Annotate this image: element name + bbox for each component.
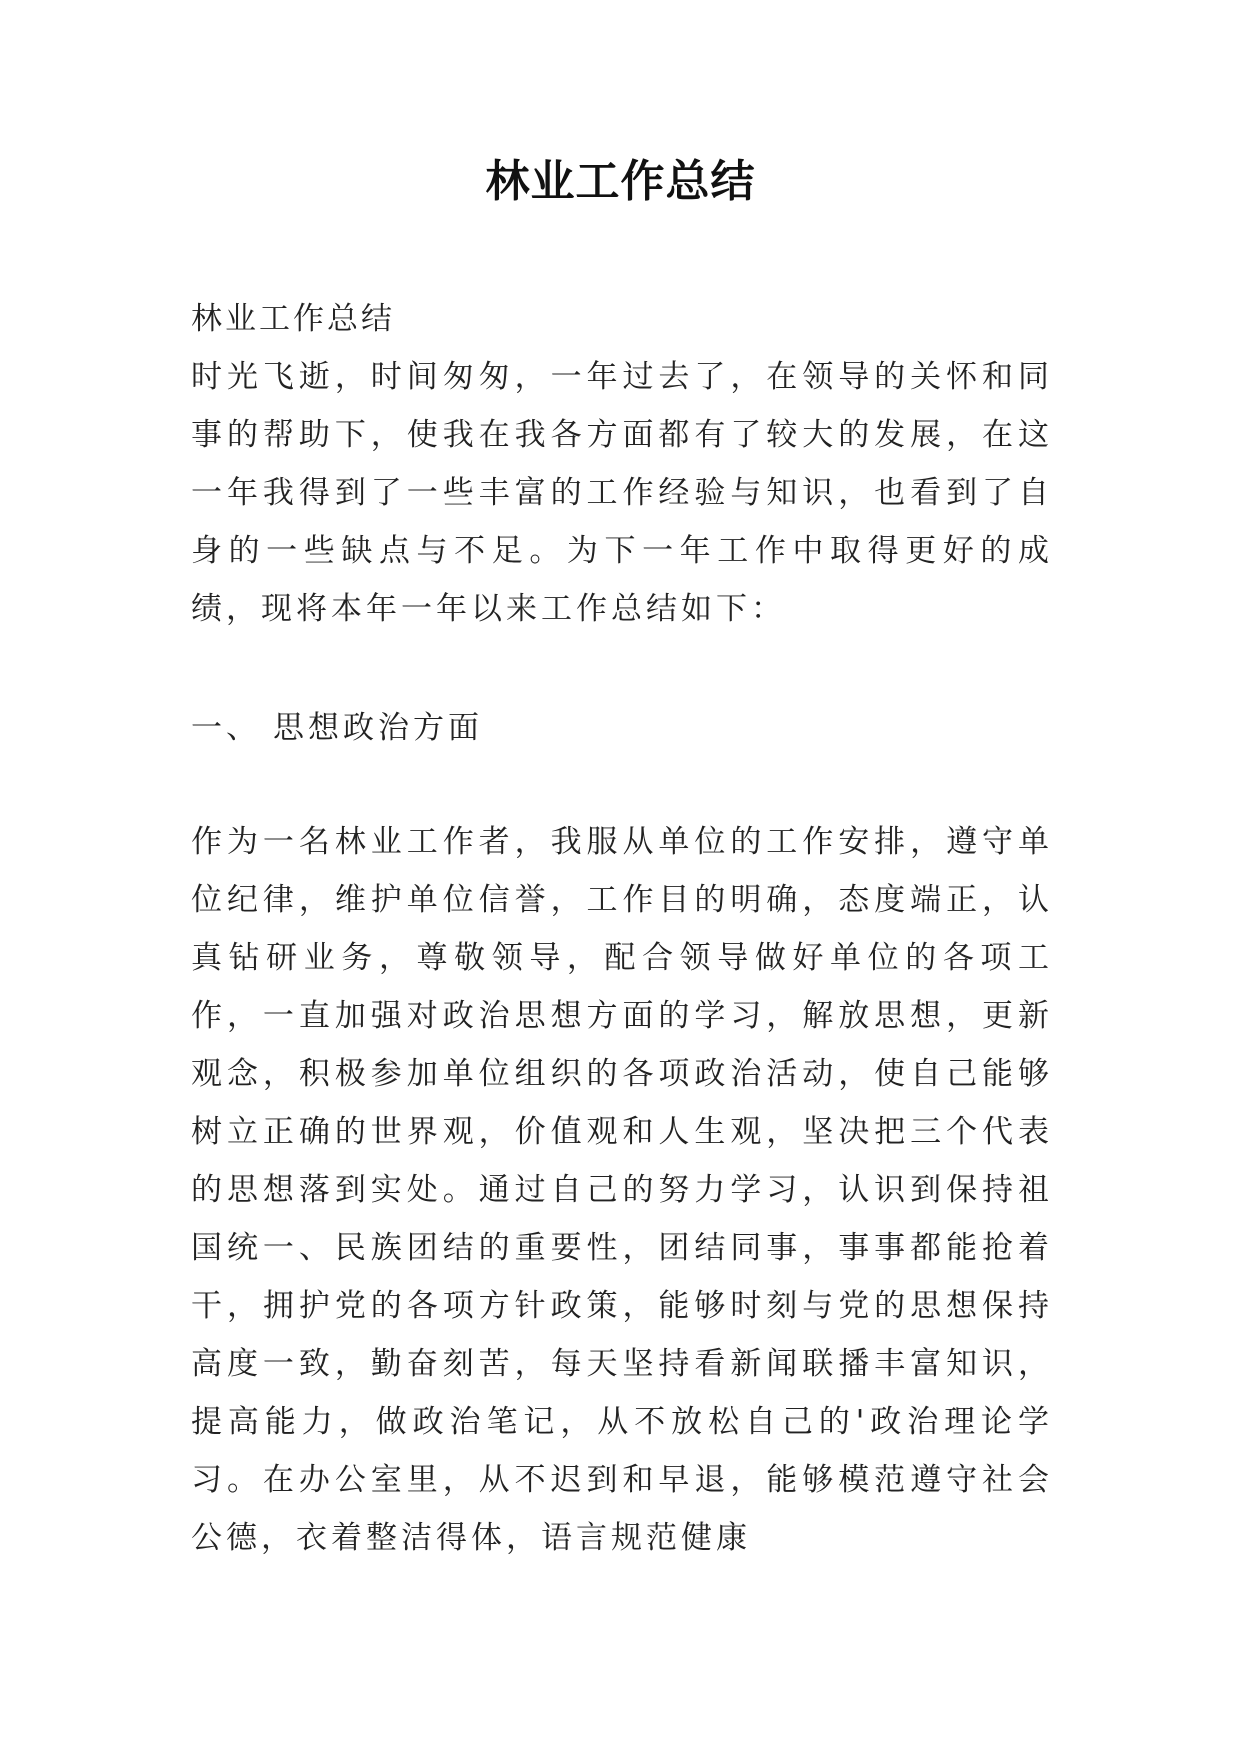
section-body-paragraph: 作为一名林业工作者，我服从单位的工作安排，遵守单位纪律，维护单位信誉，工作目的明确，态度端正，认真钻研业务，尊敬领导，配合领导做好单位的各项工作，一直加强对政治思想方面的学习，解放思想，更新观念，积极参加单位组织的各项政治活动，使自己能够树立正确的世界观，价值观和人生观，坚决把三个代表的思想落到实处。通过自己的努力学习，认识到保持祖国统一、民族团结的重要性，团结同事，事事都能抢着干，拥护党的各项方针政策，能够时刻与党的思想保持高度一致，勤奋刻苦，每天坚持看新闻联播丰富知识，提高能力，做政治笔记，从不放松自己的'政治理论学习。在办公室里，从不迟到和早退，能够模范遵守社会公德，衣着整洁得体，语言规范健康	[191, 824, 1053, 1556]
section-number: 一、	[191, 710, 261, 746]
document-title: 林业工作总结	[485, 156, 756, 207]
section-heading	[191, 699, 1053, 757]
intro-paragraph: 时光飞逝，时间匆匆，一年过去了，在领导的关怀和同事的帮助下，使我在我各方面都有了较大的发展，在这一年我得到了一些丰富的工作经验与知识，也看到了自身的一些缺点与不足。为下一年工作中取得更好的成绩，现将本年一年以来工作总结如下：	[191, 359, 1053, 627]
section-heading-text: 思想政治方面	[273, 710, 483, 746]
document-subtitle: 林业工作总结	[191, 301, 395, 337]
